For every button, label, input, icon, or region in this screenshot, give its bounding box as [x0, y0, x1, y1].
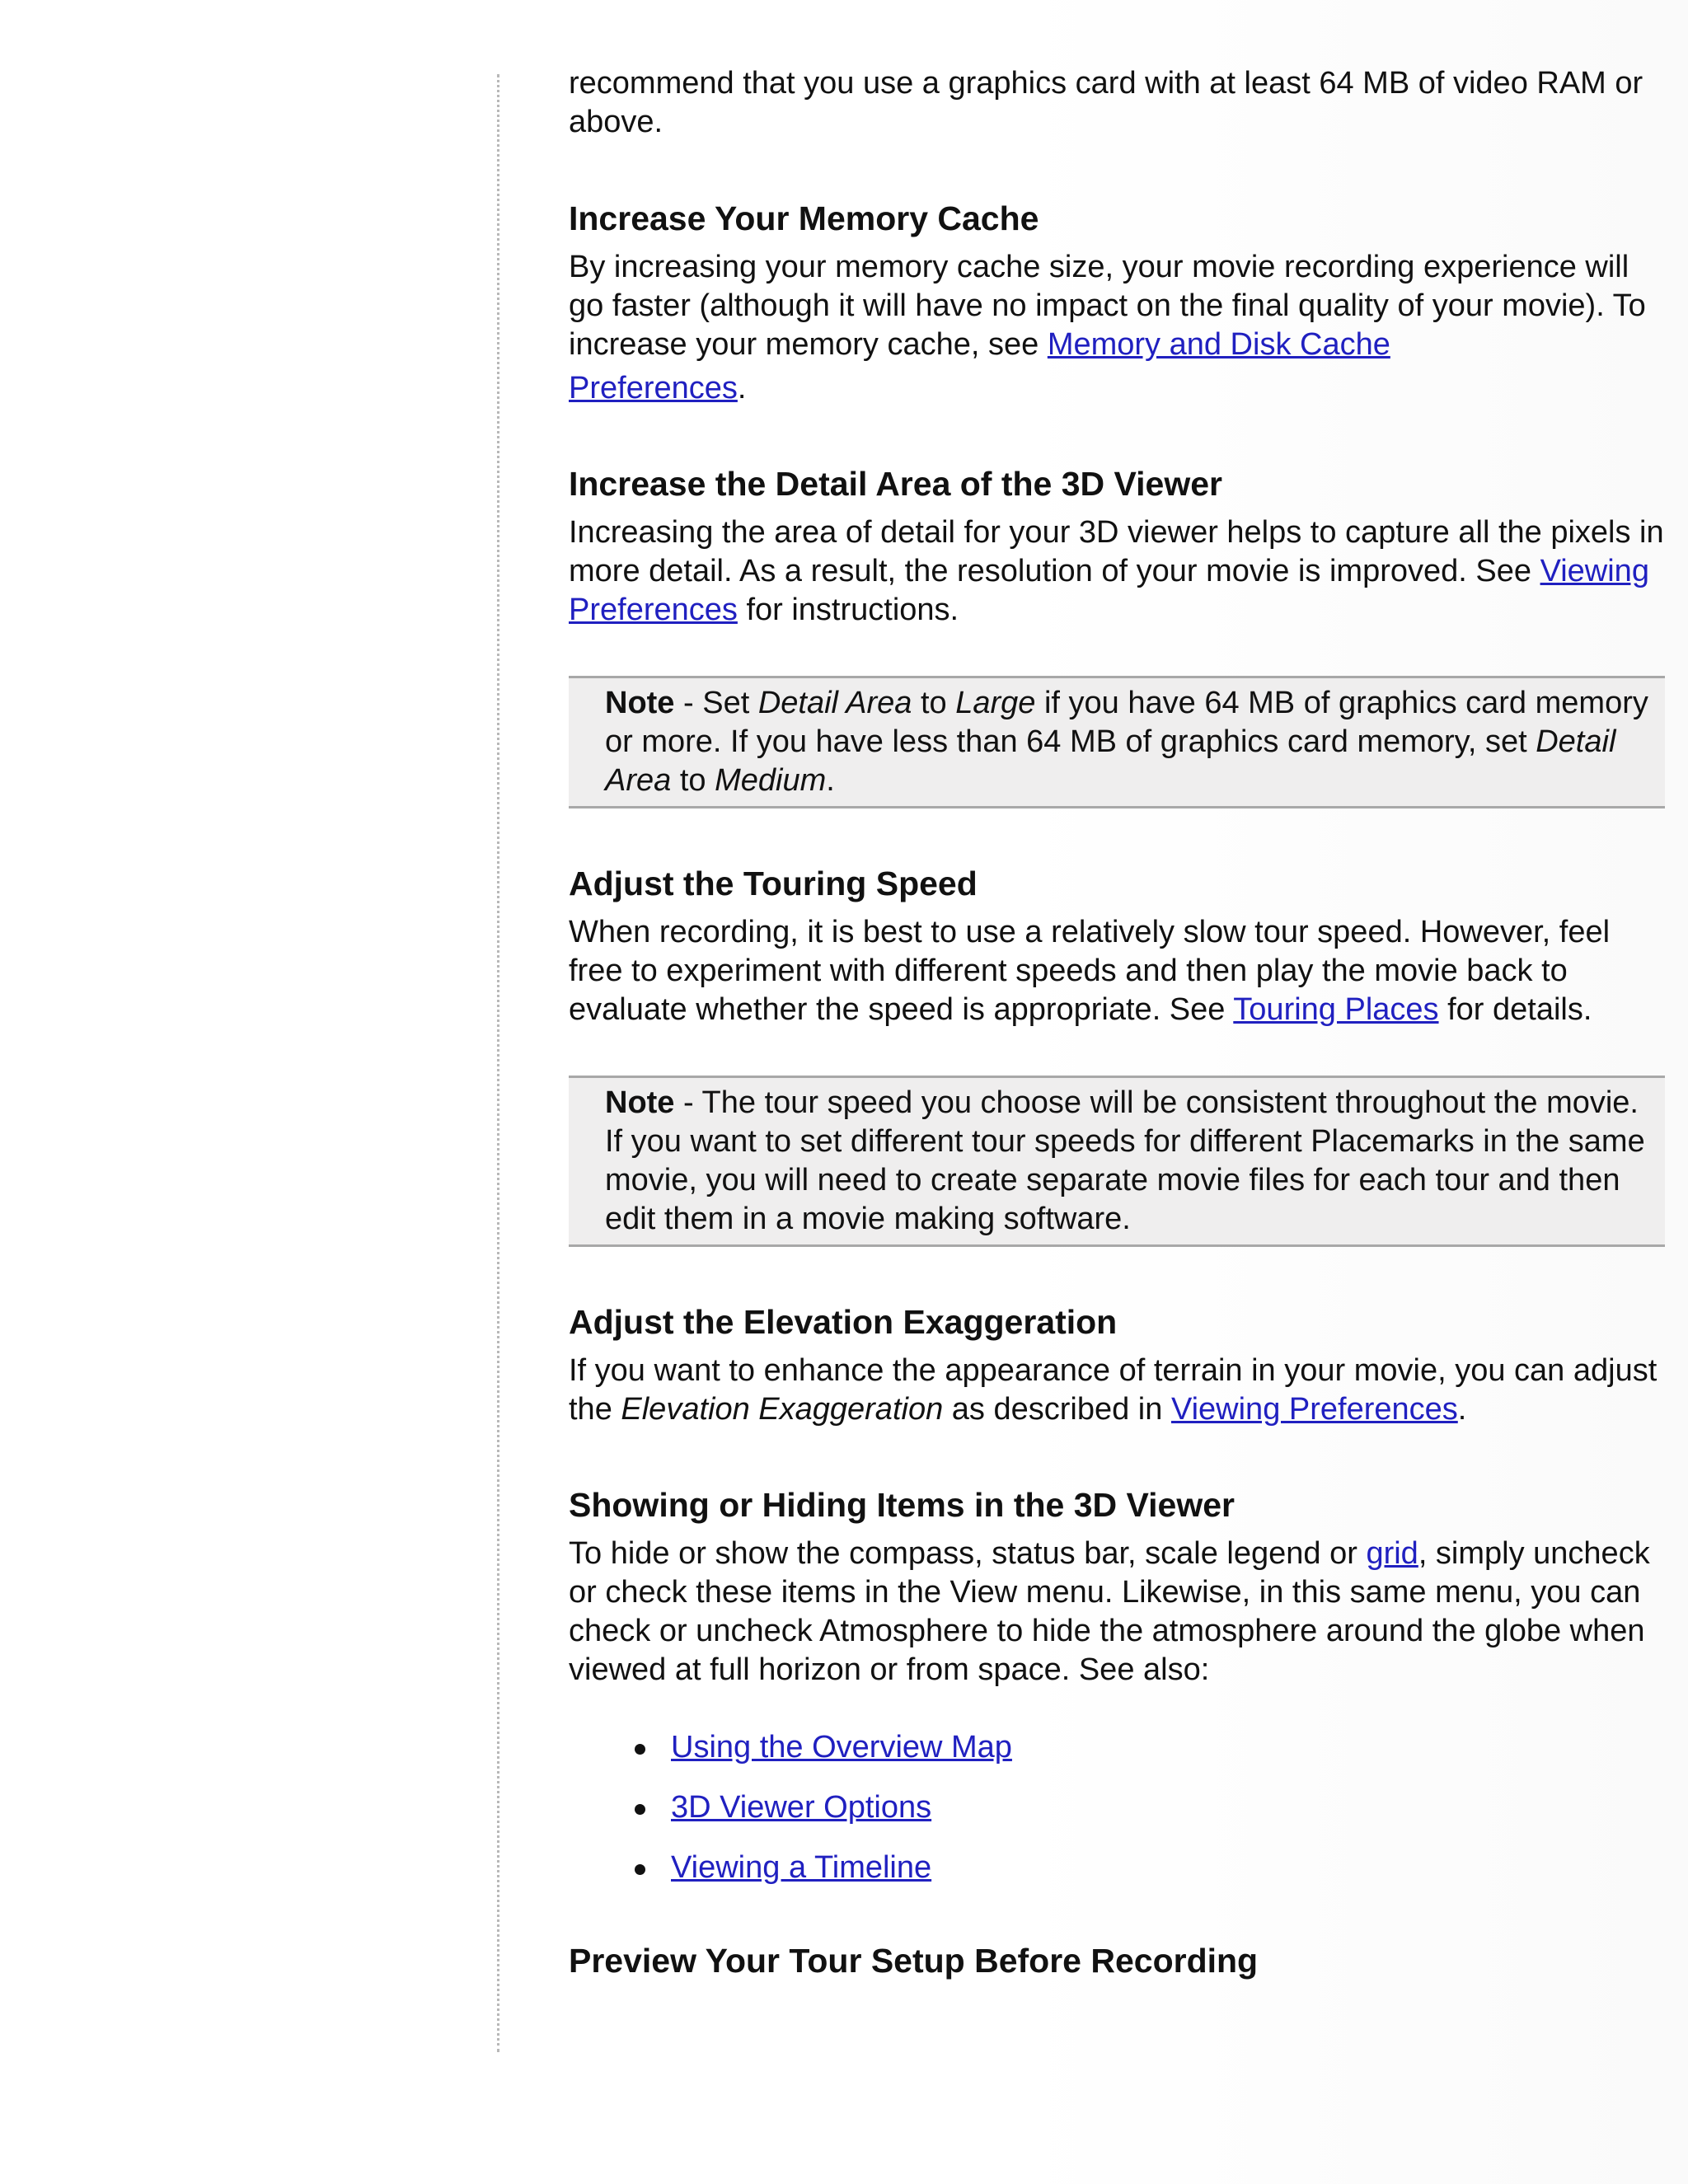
note-text: - The tour speed you choose will be consistent throughout the movie. If you want to set different tour speeds for different Placemarks in the same movie, you will need to create separate movie files for each tour and then edit them in a movie making software. — [605, 1085, 1645, 1236]
bullet-icon — [635, 1744, 645, 1755]
note-text: - Set — [674, 686, 758, 720]
overview-map-link[interactable]: Using the Overview Map — [671, 1730, 1012, 1765]
viewing-preferences-link-2[interactable]: Viewing Preferences — [1170, 1392, 1458, 1427]
touring-speed-heading: Adjust the Touring Speed — [569, 865, 978, 902]
show-hide-heading: Showing or Hiding Items in the 3D Viewer — [569, 1486, 1235, 1524]
grid-link[interactable]: grid — [1366, 1536, 1418, 1571]
memory-disk-cache-link-cont[interactable]: Preferences — [569, 371, 738, 405]
viewer-options-link[interactable]: 3D Viewer Options — [671, 1790, 932, 1825]
detail-area-text-end: for instructions. — [737, 593, 959, 627]
touring-speed-text-end: for details. — [1438, 992, 1592, 1027]
note-text: to — [912, 686, 956, 720]
section-elevation — [569, 1301, 1665, 1429]
list-item — [569, 1727, 1665, 1767]
note-label: Note — [605, 686, 675, 720]
touring-speed-text: When recording, it is best to use a relatively slow tour speed. However, feel free to experiment with different speeds and then play the movie back to evaluate whether the speed is appropriate. See — [569, 915, 1611, 1027]
detail-area-heading: Increase the Detail Area of the 3D Viewer — [569, 465, 1222, 503]
elevation-period: . — [1457, 1392, 1467, 1427]
memory-cache-text: By increasing your memory cache size, your movie recording experience will go faster (although it will have no impact on the final quality of your movie). To increase your memory cache, see — [569, 250, 1646, 362]
list-item — [569, 1848, 1665, 1887]
intro-paragraph: recommend that you use a graphics card with at least 64 MB of video RAM or above. — [569, 66, 1643, 139]
note-touring-speed — [569, 1076, 1665, 1247]
section-detail-area — [569, 462, 1665, 808]
bullet-icon — [635, 1864, 645, 1875]
note-term-large: Large — [955, 686, 1036, 720]
list-item — [569, 1788, 1665, 1827]
show-hide-paragraph — [569, 1535, 1665, 1690]
detail-area-text: Increasing the area of detail for your 3D viewer helps to capture all the pixels in more detail. As a result, the resolution of your movie is improved. See — [569, 515, 1664, 588]
section-touring-speed — [569, 862, 1665, 1247]
note-text: . — [826, 763, 835, 798]
note-term-detail-area: Detail Area — [605, 724, 1616, 798]
touring-speed-paragraph — [569, 913, 1665, 1029]
elevation-text: as described in — [943, 1392, 1171, 1427]
note-term-medium: Medium — [715, 763, 827, 798]
timeline-link[interactable]: Viewing a Timeline — [671, 1850, 932, 1885]
memory-cache-paragraph — [569, 248, 1665, 408]
elevation-heading: Adjust the Elevation Exaggeration — [569, 1303, 1118, 1341]
memory-disk-cache-link[interactable]: Memory and Disk Cache — [1047, 327, 1390, 362]
elevation-paragraph — [569, 1352, 1665, 1429]
help-content — [569, 64, 1665, 1982]
memory-cache-heading: Increase Your Memory Cache — [569, 199, 1039, 237]
note-term-detail-area: Detail Area — [757, 686, 912, 720]
show-hide-text-end: , simply uncheck or check these items in the View menu. Likewise, in this same menu, you can check or uncheck Atmosphere to hide the atmosphere around the globe when viewed at full horizon or from space. See also: — [569, 1536, 1650, 1687]
column-divider — [497, 74, 499, 2052]
note-text: to — [671, 763, 715, 798]
detail-area-paragraph — [569, 513, 1665, 630]
see-also-list — [569, 1727, 1665, 1887]
memory-cache-period: . — [737, 371, 747, 405]
touring-places-link[interactable]: Touring Places — [1233, 992, 1439, 1027]
section-show-hide — [569, 1483, 1665, 1887]
show-hide-text: To hide or show the compass, status bar, scale legend or — [569, 1536, 1367, 1571]
elevation-term: Elevation Exaggeration — [621, 1392, 944, 1427]
note-label: Note — [605, 1085, 675, 1120]
elevation-text: If you want to enhance the appearance of terrain in your movie, you can adjust the — [569, 1353, 1658, 1427]
preview-heading: Preview Your Tour Setup Before Recording — [569, 1942, 1259, 1980]
bullet-icon — [635, 1804, 645, 1815]
note-detail-area — [569, 676, 1665, 808]
viewing-preferences-link[interactable]: Viewing Preferences — [569, 554, 1649, 627]
section-memory-cache — [569, 197, 1665, 408]
note-text: if you have 64 MB of graphics card memory or more. If you have less than 64 MB of graphics card memory, set — [605, 686, 1648, 759]
